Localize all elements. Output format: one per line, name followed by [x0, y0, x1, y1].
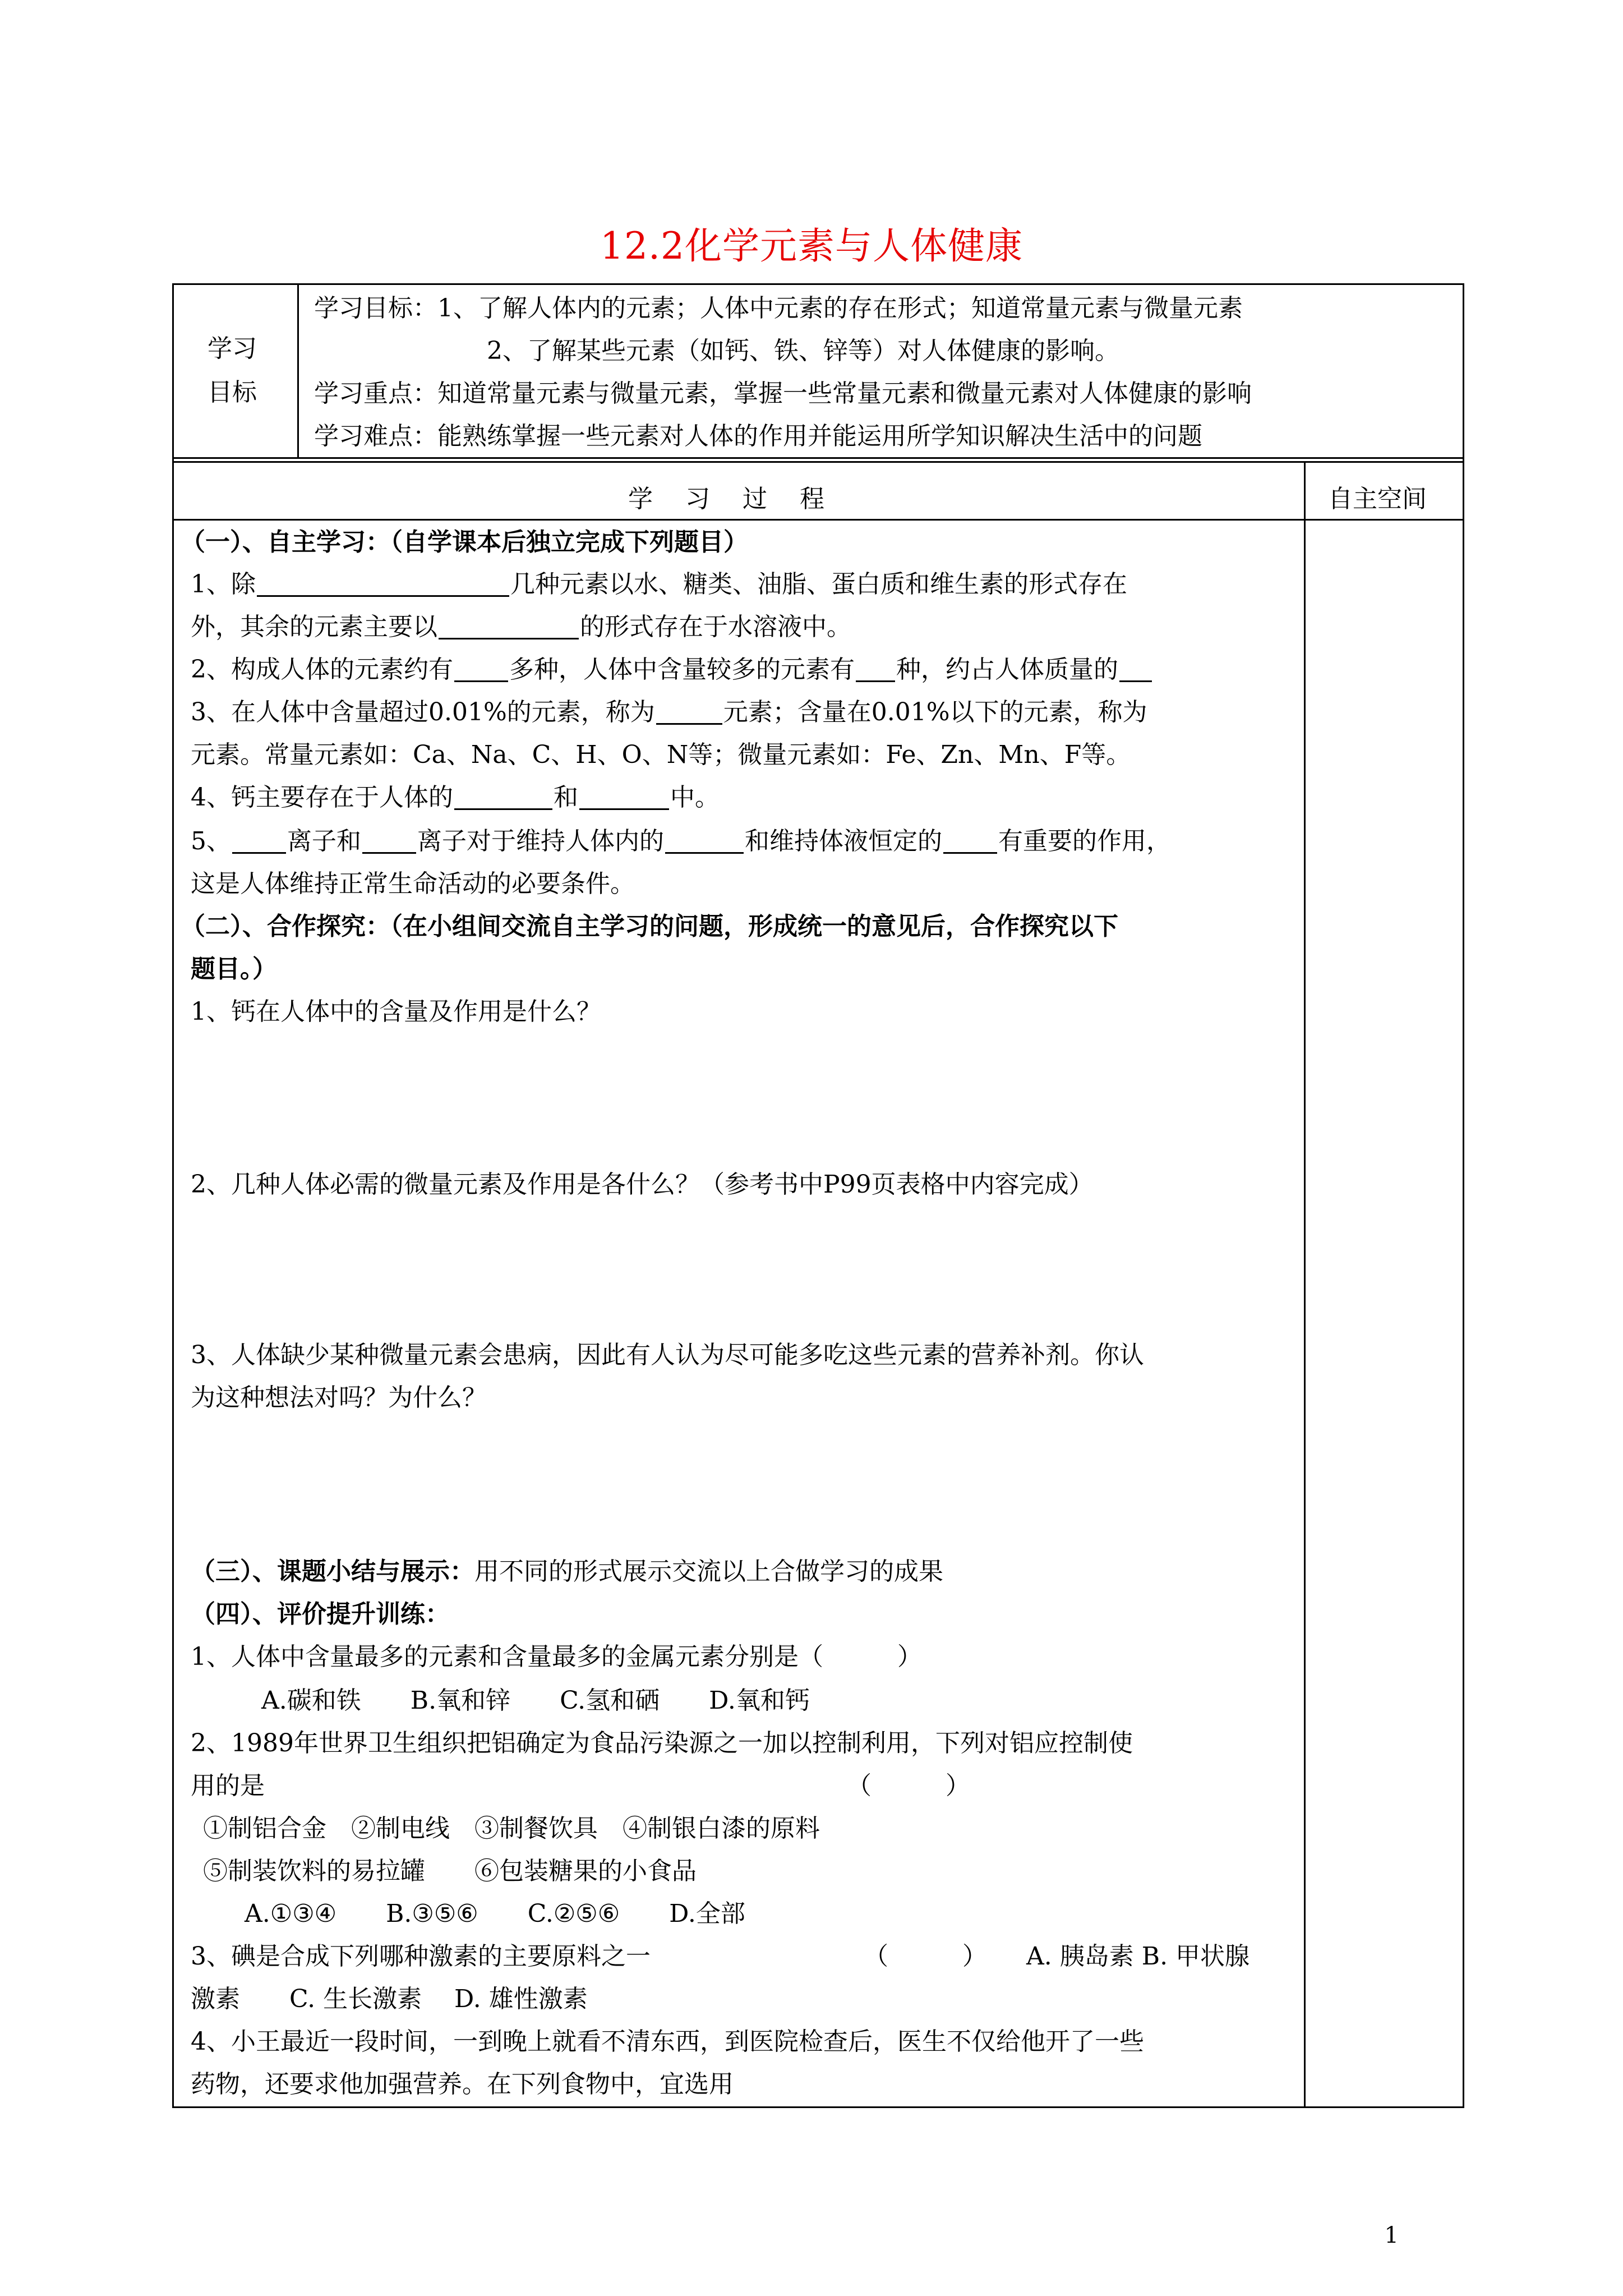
objectives-bottom-border	[172, 457, 1464, 459]
blank	[362, 830, 416, 854]
s1-q5-d: 和维持体液恒定的	[745, 827, 942, 855]
s4-q2-items-2: ⑤制装饮料的易拉罐 ⑥包装糖果的小食品	[203, 1857, 697, 1885]
table-top-border	[172, 283, 1464, 285]
objectives-divider	[297, 283, 299, 459]
page-title: 12.2化学元素与人体健康	[600, 224, 1023, 268]
blank	[856, 658, 895, 682]
s4-q3-option-a: A. 胰岛素 B. 甲状腺	[1026, 1942, 1250, 1971]
learning-goal-2: 2、了解某些元素（如钙、铁、锌等）对人体健康的影响。	[487, 337, 1119, 365]
s1-q3-line1	[191, 700, 1147, 725]
section3-heading-rest: 用不同的形式展示交流以上合做学习的成果	[474, 1557, 943, 1586]
s1-q5-line2: 这是人体维持正常生命活动的必要条件。	[191, 869, 635, 898]
objectives-label-line1: 学习	[208, 334, 257, 363]
section3-heading-bold: （三）、课题小结与展示：	[191, 1557, 474, 1586]
learning-goal-1: 学习目标：1、了解人体内的元素；人体中元素的存在形式；知道常量元素与微量元素	[314, 294, 1243, 323]
process-header: 学 习 过 程	[628, 485, 824, 513]
section4-heading: （四）、评价提升训练：	[191, 1600, 450, 1628]
s4-q3-paren: （ ）	[864, 1942, 987, 1971]
s1-q2-b: 多种，人体中含量较多的元素有	[509, 655, 855, 684]
blank	[665, 830, 744, 854]
page-number: 1	[1384, 2223, 1399, 2248]
s4-q2-line1: 2、1989年世界卫生组织把铝确定为食品污染源之一加以控制利用，下列对铝应控制使	[191, 1729, 1133, 1757]
table-left-border	[172, 283, 174, 2108]
blank	[454, 786, 552, 810]
s1-q2-c: 种，约占人体质量的	[896, 655, 1118, 684]
blank	[232, 830, 286, 854]
table-bottom-border	[172, 2106, 1464, 2108]
s4-q2-items-1: ①制铝合金 ②制电线 ③制餐饮具 ④制银白漆的原料	[203, 1814, 820, 1843]
s1-q1b-pre: 外，其余的元素主要以	[191, 613, 437, 641]
s1-q4-c: 中。	[670, 783, 720, 812]
self-space-header: 自主空间	[1328, 485, 1427, 513]
s1-q4-b: 和	[554, 783, 578, 812]
s1-q2	[191, 657, 1153, 682]
s4-q2-paren: （ ）	[847, 1772, 970, 1800]
section3-heading	[191, 1559, 943, 1584]
process-header-bottom-border	[172, 519, 1464, 521]
s1-q5-a: 5、	[191, 827, 231, 855]
s1-q4	[191, 785, 720, 810]
s4-q3-line1: 3、碘是合成下列哪种激素的主要原料之一	[191, 1942, 651, 1971]
s4-q1-options: A.碳和铁 B.氧和锌 C.氢和硒 D.氧和钙	[261, 1686, 810, 1715]
s1-q5-b: 离子和	[287, 827, 361, 855]
s1-q5-c: 离子对于维持人体内的	[417, 827, 664, 855]
section2-heading-line1: （二）、合作探究：（在小组间交流自主学习的问题，形成统一的意见后，合作探究以下	[181, 912, 1118, 941]
section1-heading: （一）、自主学习：（自学课本后独立完成下列题目）	[181, 528, 748, 556]
blank	[257, 573, 509, 597]
blank	[1119, 658, 1152, 682]
s1-q1b-post: 的形式存在于水溶液中。	[580, 613, 851, 641]
s1-q4-a: 4、钙主要存在于人体的	[191, 783, 453, 812]
s1-q1-line1	[191, 572, 1127, 597]
objectives-label-line2: 目标	[208, 378, 257, 407]
s4-q1: 1、人体中含量最多的元素和含量最多的金属元素分别是（ ）	[191, 1642, 922, 1671]
s1-q1-line2	[191, 615, 851, 639]
s4-q2-options: A.①③④ B.③⑤⑥ C.②⑤⑥ D.全部	[245, 1899, 745, 1928]
s1-q3-pre: 3、在人体中含量超过0.01%的元素，称为	[191, 698, 655, 726]
blank	[439, 615, 579, 639]
s2-q1: 1、钙在人体中的含量及作用是什么？	[191, 997, 601, 1026]
s4-q4-line2: 药物，还要求他加强营养。在下列食物中，宜选用	[191, 2070, 734, 2099]
s4-q3-line2: 激素 C. 生长激素 D. 雄性激素	[191, 1985, 588, 2013]
s2-q2: 2、几种人体必需的微量元素及作用是各什么？（参考书中P99页表格中内容完成）	[191, 1170, 1094, 1199]
table-right-border	[1463, 283, 1464, 2108]
s1-q3-post: 元素；含量在0.01%以下的元素，称为	[723, 698, 1147, 726]
section2-heading-line2: 题目。）	[191, 955, 277, 983]
blank	[579, 786, 669, 810]
s1-q5-e: 有重要的作用，	[998, 827, 1171, 855]
s2-q3-line2: 为这种想法对吗？为什么？	[191, 1383, 487, 1412]
blank	[943, 830, 997, 854]
self-space-divider	[1304, 461, 1306, 2108]
difficulties: 学习难点：能熟练掌握一些元素对人体的作用并能运用所学知识解决生活中的问题	[314, 422, 1202, 450]
s1-q5-line1	[191, 829, 1171, 854]
process-header-top-border	[172, 461, 1464, 463]
s1-q1-pre: 1、除	[191, 570, 256, 599]
s4-q4-line1: 4、小王最近一段时间，一到晚上就看不清东西，到医院检查后，医生不仅给他开了一些	[191, 2027, 1144, 2056]
blank	[656, 701, 722, 725]
s2-q3-line1: 3、人体缺少某种微量元素会患病，因此有人认为尽可能多吃这些元素的营养补剂。你认	[191, 1341, 1144, 1369]
blank	[454, 658, 508, 682]
s1-q3-line2: 元素。常量元素如：Ca、Na、C、H、O、N等；微量元素如：Fe、Zn、Mn、F等。	[191, 740, 1131, 769]
s4-q2-line2: 用的是	[191, 1772, 265, 1800]
s1-q1-post: 几种元素以水、糖类、油脂、蛋白质和维生素的形式存在	[510, 570, 1127, 599]
s1-q2-a: 2、构成人体的元素约有	[191, 655, 453, 684]
key-points: 学习重点：知道常量元素与微量元素，掌握一些常量元素和微量元素对人体健康的影响	[314, 379, 1252, 408]
